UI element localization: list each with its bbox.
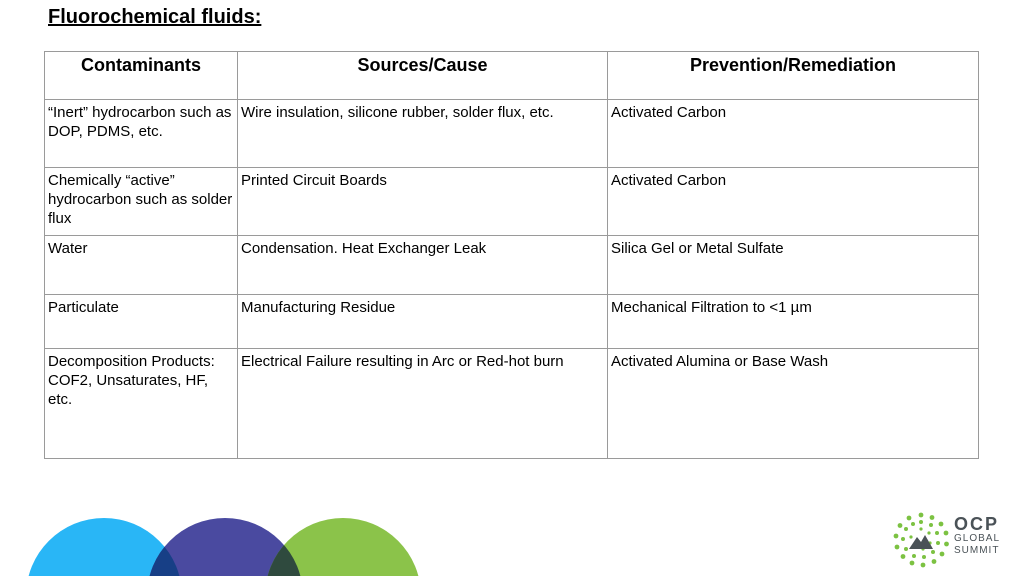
cell-remediation: Activated Alumina or Base Wash bbox=[608, 349, 979, 459]
cell-source: Manufacturing Residue bbox=[238, 295, 608, 349]
table-header-row bbox=[45, 52, 979, 100]
table-row bbox=[45, 100, 979, 168]
cell-source: Condensation. Heat Exchanger Leak bbox=[238, 236, 608, 295]
cell-contaminant: Decomposition Products: COF2, Unsaturates, HF, etc. bbox=[45, 349, 238, 459]
cell-source: Printed Circuit Boards bbox=[238, 168, 608, 236]
logo-ocp-text: OCP bbox=[954, 514, 1000, 534]
blue-circle bbox=[26, 518, 182, 576]
table-row bbox=[45, 349, 979, 459]
logo-summit-text: SUMMIT bbox=[954, 545, 1000, 556]
purple-green-overlap bbox=[147, 518, 303, 576]
ocp-globe-icon bbox=[892, 511, 950, 569]
cell-contaminant: Chemically “active” hydrocarbon such as solder flux bbox=[45, 168, 238, 236]
table-row bbox=[45, 236, 979, 295]
header-contaminants: Contaminants bbox=[45, 52, 238, 100]
table-row bbox=[45, 168, 979, 236]
cell-contaminant: “Inert” hydrocarbon such as DOP, PDMS, etc. bbox=[45, 100, 238, 168]
logo-global-text: GLOBAL bbox=[954, 533, 1001, 544]
header-prevention-remediation: Prevention/Remediation bbox=[608, 52, 979, 100]
cell-remediation: Activated Carbon bbox=[608, 168, 979, 236]
contaminants-table bbox=[44, 51, 979, 459]
cell-contaminant: Particulate bbox=[45, 295, 238, 349]
green-circle bbox=[265, 518, 421, 576]
cell-remediation: Activated Carbon bbox=[608, 100, 979, 168]
ocp-global-summit-logo bbox=[892, 511, 1012, 569]
logo-wordmark bbox=[954, 515, 1000, 557]
cell-source: Wire insulation, silicone rubber, solder flux, etc. bbox=[238, 100, 608, 168]
cell-remediation: Silica Gel or Metal Sulfate bbox=[608, 236, 979, 295]
cell-remediation: Mechanical Filtration to <1 µm bbox=[608, 295, 979, 349]
cell-source: Electrical Failure resulting in Arc or Red-hot burn bbox=[238, 349, 608, 459]
cell-contaminant: Water bbox=[45, 236, 238, 295]
page-title: Fluorochemical fluids: bbox=[48, 6, 262, 28]
blue-purple-overlap bbox=[147, 518, 303, 576]
purple-circle bbox=[147, 518, 303, 576]
table-row bbox=[45, 295, 979, 349]
header-sources-cause: Sources/Cause bbox=[238, 52, 608, 100]
